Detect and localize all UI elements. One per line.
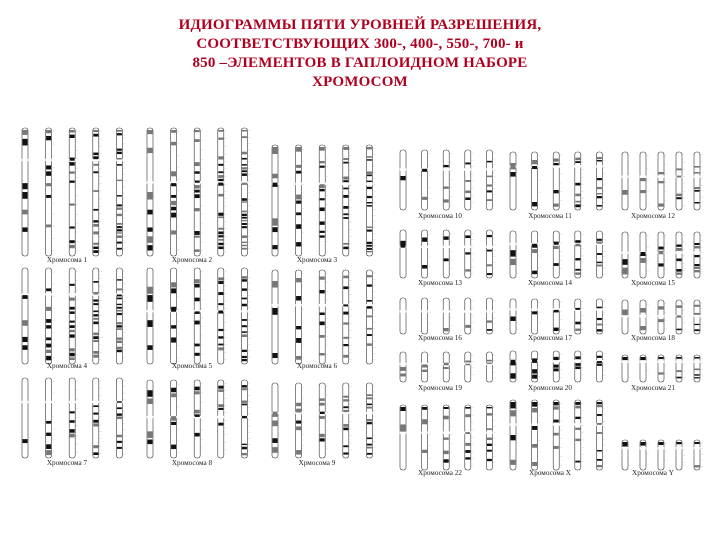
idiogram-21-res-300	[622, 355, 629, 382]
idiogram-Y-res-850	[694, 440, 703, 470]
caption-chromosome-4: Хромосома 4	[46, 362, 88, 370]
idiogram-10-res-400	[421, 150, 430, 210]
idiogram-8-res-300	[147, 380, 154, 458]
caption-chromosome-18: Хромосома 18	[631, 334, 675, 342]
idiogram-14-res-850	[596, 231, 605, 278]
chromosome-22-group	[400, 405, 496, 477]
chromosome-21-group	[622, 355, 703, 392]
caption-chromosome-21: Хромосома 21	[631, 384, 675, 392]
idiogram-12-res-850	[694, 152, 703, 210]
idiogram-12-res-300	[622, 152, 629, 210]
caption-chromosome-6: Хромосома 6	[296, 362, 338, 370]
idiogram-17-res-850	[596, 299, 605, 334]
idiogram-14-res-300	[510, 231, 517, 278]
idiogram-17-res-700	[575, 299, 584, 334]
idiogram-2-res-400	[170, 128, 179, 256]
title-line-4: ХРОМОСОМ	[312, 74, 408, 90]
idiogram-15-res-850	[694, 232, 703, 278]
idiogram-9-res-300	[272, 383, 279, 458]
caption-chromosome-13: Хромосома 13	[418, 279, 462, 287]
title-line-3: 850 –ЭЛЕМЕНТОВ В ГАПЛОИДНОМ НАБОРЕ	[192, 55, 528, 71]
idiogram-20-res-700	[575, 351, 584, 382]
idiogram-7-res-700	[93, 378, 102, 458]
caption-chromosome-9: Хрмосома 9	[298, 459, 336, 467]
idiogram-22-res-300	[400, 405, 407, 470]
idiogram-4-res-550	[69, 268, 78, 364]
chromosome-15-group	[622, 232, 703, 287]
idiogram-22-res-850	[486, 405, 495, 470]
caption-chromosome-2: Хромосома 2	[171, 256, 213, 264]
caption-chromosome-7: Хромосома 7	[46, 459, 88, 467]
chromosome-14-group	[510, 231, 606, 287]
idiogram-15-res-700	[676, 232, 685, 278]
idiogram-X-res-700	[575, 400, 584, 470]
idiogram-13-res-850	[486, 230, 495, 278]
idiogram-8-res-550	[194, 380, 203, 458]
idiogram-11-res-400	[531, 152, 540, 210]
idiogram-8-res-850	[241, 380, 250, 458]
idiogram-8-res-700	[218, 380, 227, 458]
idiogram-11-res-700	[575, 152, 584, 210]
chromosome-12-group	[622, 152, 703, 220]
chromosome-18-group	[622, 300, 703, 342]
chromosome-17-group	[510, 299, 606, 342]
idiogram-3-res-850	[366, 145, 375, 256]
idiogram-4-res-400	[45, 268, 54, 364]
caption-chromosome-8: Хромосома 8	[171, 459, 213, 467]
idiogram-1-res-700	[93, 128, 102, 256]
chromosome-20-group	[510, 351, 606, 392]
idiogram-10-res-700	[465, 150, 474, 210]
caption-chromosome-14: Хромосома 14	[528, 279, 572, 287]
idiogram-9-res-550	[319, 383, 328, 458]
idiogram-7-res-400	[45, 378, 54, 458]
idiogram-21-res-400	[640, 355, 649, 382]
idiogram-2-res-550	[194, 128, 203, 256]
idiogram-1-res-300	[22, 128, 29, 256]
chromosome-11-group	[510, 152, 606, 220]
idiogram-5-res-550	[194, 268, 203, 364]
idiogram-20-res-300	[510, 351, 517, 382]
idiogram-5-res-700	[218, 268, 227, 364]
idiogram-7-res-550	[69, 378, 78, 458]
chromosome-3-group	[272, 145, 376, 264]
idiogram-6-res-550	[319, 270, 328, 364]
idiogram-18-res-300	[622, 300, 629, 334]
idiogram-11-res-850	[596, 152, 605, 210]
idiogram-9-res-700	[343, 383, 352, 458]
chromosome-8-group	[147, 380, 251, 467]
chromosome-6-group	[272, 270, 376, 370]
idiogram-14-res-700	[575, 231, 584, 278]
idiogram-Y-res-300	[622, 440, 629, 470]
caption-chromosome-X: Хромосома X	[529, 469, 571, 477]
idiogram-2-res-700	[218, 128, 227, 256]
idiogram-12-res-700	[676, 152, 685, 210]
idiogram-X-res-400	[531, 400, 540, 470]
idiogram-18-res-700	[676, 300, 685, 334]
idiogram-17-res-300	[510, 299, 517, 334]
idiogram-10-res-550	[443, 150, 452, 210]
caption-chromosome-Y: Хромосома Y	[632, 469, 674, 477]
idiogram-21-res-550	[658, 355, 667, 382]
idiogram-Y-res-700	[676, 440, 685, 470]
idiogram-3-res-700	[343, 145, 352, 256]
idiogram-7-res-300	[22, 378, 29, 458]
idiogram-1-res-400	[45, 128, 54, 256]
chromosome-1-group	[22, 128, 126, 264]
idiogram-13-res-550	[443, 230, 452, 278]
idiogram-16-res-400	[421, 298, 430, 334]
chromosome-9-group	[272, 383, 376, 467]
idiogram-19-res-850	[486, 352, 495, 382]
idiogram-16-res-700	[465, 298, 474, 334]
idiogram-Y-res-550	[658, 440, 667, 470]
idiogram-6-res-700	[343, 270, 352, 364]
caption-chromosome-3: Хромосома 3	[296, 256, 338, 264]
idiogram-16-res-550	[443, 298, 452, 334]
chromosome-10-group	[400, 150, 496, 220]
idiogram-7-res-850	[116, 378, 125, 458]
idiogram-2-res-300	[147, 128, 154, 256]
caption-chromosome-15: Хромосома 15	[631, 279, 675, 287]
idiogram-13-res-700	[465, 230, 474, 278]
idiogram-1-res-550	[69, 128, 78, 256]
idiogram-1-res-850	[116, 128, 125, 256]
idiogram-3-res-300	[272, 145, 279, 256]
idiogram-16-res-850	[486, 298, 495, 334]
idiogram-22-res-400	[421, 405, 430, 470]
idiogram-X-res-850	[596, 400, 605, 470]
idiogram-4-res-300	[22, 268, 29, 364]
caption-chromosome-12: Хромосома 12	[631, 212, 675, 220]
idiogram-19-res-300	[400, 352, 407, 382]
idiogram-2-res-850	[241, 128, 250, 256]
caption-chromosome-16: Хромосома 16	[418, 334, 462, 342]
idiogram-15-res-300	[622, 232, 629, 278]
idiogram-4-res-700	[93, 268, 102, 364]
chromosome-4-group	[22, 268, 126, 370]
caption-chromosome-19: Хромосома 19	[418, 384, 462, 392]
idiogram-5-res-850	[241, 268, 250, 364]
caption-chromosome-1: Хромосома 1	[46, 256, 88, 264]
idiogram-6-res-300	[272, 270, 279, 364]
chromosome-Y-group	[622, 440, 703, 477]
caption-chromosome-5: Хромосома 5	[171, 362, 213, 370]
idiogram-19-res-400	[421, 352, 430, 382]
idiogram-3-res-550	[319, 145, 328, 256]
title-line-1: ИДИОГРАММЫ ПЯТИ УРОВНЕЙ РАЗРЕШЕНИЯ,	[178, 17, 542, 33]
idiogram-13-res-400	[421, 230, 430, 278]
idiogram-Y-res-400	[640, 440, 649, 470]
idiogram-19-res-700	[465, 352, 474, 382]
idiogram-6-res-850	[366, 270, 375, 364]
idiogram-17-res-550	[553, 299, 562, 334]
idiogram-13-res-300	[400, 230, 407, 278]
idiogram-12-res-400	[640, 152, 649, 210]
chromosome-5-group	[147, 268, 251, 370]
idiogram-6-res-400	[295, 270, 304, 364]
idiogram-4-res-850	[116, 268, 125, 364]
chromosome-16-group	[400, 298, 496, 342]
caption-chromosome-11: Хромосома 11	[528, 212, 572, 220]
chromosome-7-group	[22, 378, 126, 467]
idiogram-21-res-700	[676, 355, 685, 382]
idiogram-8-res-400	[170, 380, 179, 458]
idiogram-11-res-300	[510, 152, 517, 210]
idiogram-X-res-300	[510, 400, 517, 470]
idiogram-14-res-400	[531, 231, 540, 278]
idiogram-18-res-400	[640, 300, 649, 334]
idiogram-10-res-300	[400, 150, 407, 210]
idiogram-20-res-850	[596, 351, 605, 382]
idiogram-20-res-400	[531, 351, 540, 382]
idiogram-X-res-550	[553, 400, 562, 470]
idiogram-18-res-550	[658, 300, 667, 334]
title-line-2: СООТВЕТСТВУЮЩИХ 300-, 400-, 550-, 700- и	[196, 36, 524, 52]
idiogram-9-res-850	[366, 383, 375, 458]
idiogram-18-res-850	[694, 300, 703, 334]
idiogram-10-res-850	[486, 150, 495, 210]
idiogram-21-res-850	[694, 355, 703, 382]
idiogram-11-res-550	[553, 152, 562, 210]
caption-chromosome-20: Хромосома 20	[528, 384, 572, 392]
caption-chromosome-22: Хромосома 22	[418, 469, 462, 477]
idiogram-22-res-550	[443, 405, 452, 470]
idiogram-15-res-550	[658, 232, 667, 278]
idiogram-22-res-700	[465, 405, 474, 470]
idiogram-20-res-550	[553, 351, 562, 382]
idiogram-5-res-400	[170, 268, 179, 364]
chromosome-19-group	[400, 352, 496, 392]
idiogram-12-res-550	[658, 152, 667, 210]
idiogram-3-res-400	[295, 145, 304, 256]
idiogram-5-res-300	[147, 268, 154, 364]
caption-chromosome-17: Хромосома 17	[528, 334, 572, 342]
chromosome-13-group	[400, 230, 496, 287]
idiogram-15-res-400	[640, 232, 649, 278]
idiogram-14-res-550	[553, 231, 562, 278]
chromosome-2-group	[147, 128, 251, 264]
idiogram-19-res-550	[443, 352, 452, 382]
idiogram-16-res-300	[400, 298, 407, 334]
chromosome-X-group	[510, 400, 606, 477]
idiogram-17-res-400	[531, 299, 540, 334]
idiogram-9-res-400	[295, 383, 304, 458]
caption-chromosome-10: Хромосома 10	[418, 212, 462, 220]
